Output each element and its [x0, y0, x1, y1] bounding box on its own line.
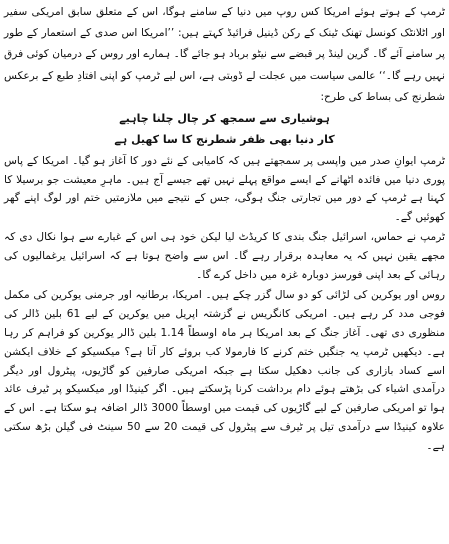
- paragraph-text-b: بلین ڈالر یوکرین کو فراہم کر رہا ہے۔ دیکھیں ٹرمپ یہ جنگیں ختم کرنے کا فارمولا کب بروئے کار آتا ہے؟ میکسیکو کے خلاف ایکشن اسے کساد بازاری کی جانب دھکیل سکتا ہے جبکہ امریکی صارفین کو گاڑیوں، پیٹرول اور دیگر درآمدی اشیاء کی بڑھتے ہوئے دام برداشت کرنا پڑسکتے ہیں۔ اگر کینیڈا اور میکسیکو پر ٹیرف عائد ہوا تو امریکی صارفین کے لیے گاڑیوں کی قیمت میں اوسطاً: [4, 326, 445, 415]
- paragraph-ukraine-tariffs: [4, 286, 445, 455]
- aid-amount: 1.14: [160, 326, 185, 339]
- poem-line-1: ہوشیاری سے سمجھ کر چال چلنا چاہیے: [119, 112, 330, 126]
- poem-line-2: کار دنیا بھی ظفر شطرنج کا سا کھیل ہے: [114, 133, 335, 147]
- article-body: [4, 2, 445, 456]
- paragraph-text-a: روس اور یوکرین کی لڑائی کو دو سال گزر چکے ہیں۔ امریکا، برطانیہ اور جرمنی یوکرین کی مکمل فوجی مدد کر رہے ہیں۔ امریکی کانگریس نے گزشتہ اپریل میں یوکرین کے لیے 61 بلین ڈالر کی منظوری دی تھی۔ آغاز جنگ کے بعد امریکا ہر ماہ اوسطاً: [4, 289, 445, 339]
- car-price-increase: 3000: [151, 402, 179, 415]
- poem-couplet: [4, 108, 445, 150]
- paragraph-trump-return: ٹرمپ ایوانِ صدر میں واپسی پر سمجھتے ہیں کہ کامیابی کے نئے دور کا آغاز ہو گیا۔ امریکا کے پاس پوری دنیا میں فائدہ اٹھانے کے ایسے مواقع پہلے نہیں تھے جیسے آج ہیں۔ ماہرِ معیشت جو برسیلا کا کہنا ہے ٹرمپ کے دور میں تجارتی جنگ ہوگی، جس کے نتیجے میں ملازمتیں ختم اور لوگ اپنے گھر کھوئیں گے۔: [4, 155, 445, 223]
- paragraph-gaza-ceasefire: ٹرمپ نے حماس، اسرائیل جنگ بندی کا کریڈٹ لیا لیکن خود ہی اس کے غبارے سے ہوا نکال دی کہ مجھے یقین نہیں کہ یہ معاہدہ برقرار رہے گا۔ اس سے واضح ہوتا ہے کہ اسرائیل یرغمالیوں کی رہائی کے بعد اپنی فورسز دوبارہ غزہ میں داخل کرے گا۔: [4, 231, 445, 282]
- paragraph-intro: ٹرمپ کے ہوتے ہوئے امریکا کس روپ میں دنیا کے سامنے ہوگا، اس کے متعلق سابق امریکی سفیر اور اٹلانٹک کونسل تھنک ٹینک کے رکن ڈینیل فرائیڈ کہتے ہیں: ’’امریکا اس صدی کے استعمار کے طور پر سامنے آئے گا۔ گرین لینڈ پر قبضے سے نیٹو برباد ہو جائے گا۔ ہمارے اور روس کے درمیان کوئی فرق نہیں رہے گا۔‘‘ عالمی سیاست میں عجلت لے ڈوبتی ہے، اس لیے ٹرمپ کو اپنی افتادِ طبع کے برعکس شطرنج کی بساط کی طرح:: [4, 6, 445, 103]
- paragraph-text-c: ڈالر اضافہ ہو سکتا ہے۔ اس کے علاوہ کینیڈا سے درآمدی تیل پر ٹیرف سے پیٹرول کی قیمت 20 سے 50 سینٹ فی گیلن بڑھ سکتی ہے۔: [4, 402, 445, 452]
